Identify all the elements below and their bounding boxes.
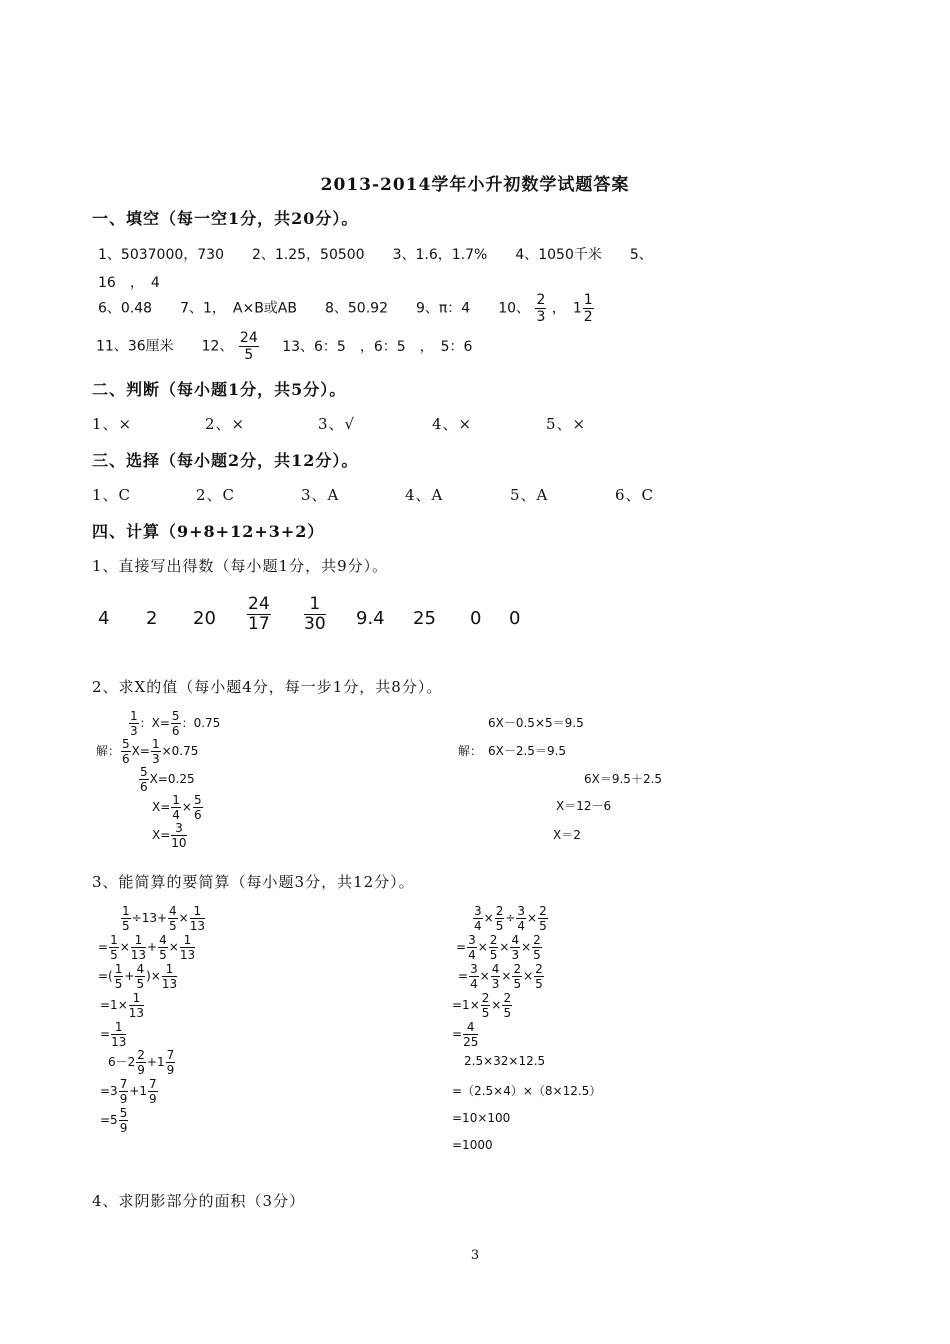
q1-answer-fraction — [303, 596, 327, 633]
judge-answer: 3、√ — [318, 415, 356, 433]
section-4-heading: 四、计算（9+8+12+3+2） — [92, 522, 325, 541]
choice-answer: 3、A — [301, 486, 340, 504]
q1-answer-fraction — [246, 596, 272, 633]
q3-right-line-5: = $\frac{4}{25}$ — [452, 1020, 479, 1049]
page-title: 2013-2014学年小升初数学试题答案 — [320, 175, 630, 195]
q1-answer: 0 — [470, 608, 482, 629]
choice-answer: 6、C — [615, 486, 655, 504]
q3-right-line-2: = $\frac{3}{4}$ × $\frac{2}{5}$ × $\frac{4}{3}$ × $\frac{2}{5}$ — [456, 933, 541, 962]
q3-right-line-1: $\frac{3}{4}$ × $\frac{2}{5}$ ÷ $\frac{3}{4}$ × $\frac{2}{5}$ — [474, 904, 547, 933]
q3-left-line-1: $\frac{1}{5}$ ÷13+ $\frac{4}{5}$ × $\frac{1}{13}$ — [122, 904, 206, 933]
q3-label: 3、能简算的要简算（每小题3分，共12分）。 — [92, 873, 415, 891]
fraction: $\frac{1}{2}$ — [583, 292, 593, 325]
row-3-text-b: ， 1 — [551, 300, 582, 317]
section-2-heading: 二、判断（每小题1分，共5分）。 — [92, 380, 347, 399]
numerator: 1 — [304, 596, 326, 615]
q2-right-line-2: 解： 6X－2.5＝9.5 — [458, 744, 567, 758]
fill-answers-row-4 — [96, 331, 472, 362]
row-3-text-a: 6、0.48 7、1， A×B或AB 8、50.92 9、π：4 10、 — [98, 300, 531, 317]
q3-right-line-4: =1× $\frac{2}{5}$ × $\frac{2}{5}$ — [452, 991, 512, 1020]
q3-right-line-8: =10×100 — [452, 1111, 511, 1125]
q3-right-line-7: =（2.5×4）×（8×12.5） — [452, 1084, 602, 1098]
q1-answer: 25 — [413, 608, 436, 629]
section-3-heading: 三、选择（每小题2分，共12分）。 — [92, 451, 359, 470]
q3-left-line-6: 6－2 $\frac{2}{9}$ +1 $\frac{7}{9}$ — [108, 1048, 175, 1077]
q3-right-line-3: = $\frac{3}{4}$ × $\frac{4}{3}$ × $\frac{2}{5}$ × $\frac{2}{5}$ — [458, 962, 543, 991]
q2-left-line-4: X= $\frac{1}{4}$ × $\frac{5}{6}$ — [152, 793, 202, 822]
choice-answer: 5、A — [510, 486, 549, 504]
choice-answer: 4、A — [405, 486, 444, 504]
row-4-text-b: 13、6：5 ，6：5 ， 5：6 — [282, 338, 473, 355]
judge-answer: 4、× — [432, 415, 473, 433]
q3-right-line-6: 2.5×32×12.5 — [464, 1054, 546, 1068]
row-4-text-a: 11、36厘米 12、 — [96, 338, 234, 355]
fill-answers-row-2: 16 ， 4 — [98, 275, 160, 291]
q2-right-line-5: X＝2 — [553, 828, 581, 842]
q3-left-line-5: = $\frac{1}{13}$ — [100, 1020, 127, 1049]
q1-answer: 9.4 — [356, 608, 385, 629]
fraction: $\frac{24}{5}$ — [239, 330, 258, 363]
q3-left-line-8: =5 $\frac{5}{9}$ — [100, 1106, 128, 1135]
judge-answer: 5、× — [546, 415, 587, 433]
q1-answer: 0 — [509, 608, 521, 629]
q4-label: 4、求阴影部分的面积（3分） — [92, 1192, 306, 1210]
fraction: $\frac{2}{3}$ — [536, 292, 546, 325]
q2-left-line-2: 解： $\frac{5}{6}$ X= $\frac{1}{3}$ ×0.75 — [96, 737, 199, 766]
q2-left-line-3: $\frac{5}{6}$ X=0.25 — [140, 765, 195, 794]
q3-right-line-9: =1000 — [452, 1138, 493, 1152]
fill-answers-row-1: 1、5037000，730 2、1.25，50500 3、1.6，1.7% 4、1050千米 5、 — [98, 247, 653, 263]
numerator: 24 — [248, 594, 270, 614]
q2-right-line-3: 6X＝9.5＋2.5 — [584, 772, 663, 786]
denominator: 17 — [248, 614, 270, 634]
q1-answer: 4 — [98, 608, 110, 629]
q2-left-line-1: $\frac{1}{3}$ ：X= $\frac{5}{6}$ ：0.75 — [130, 709, 221, 738]
q2-right-line-1: 6X－0.5×5＝9.5 — [488, 716, 584, 730]
q3-left-line-7: =3 $\frac{7}{9}$ +1 $\frac{7}{9}$ — [100, 1077, 157, 1106]
q3-left-line-4: =1× $\frac{1}{13}$ — [100, 991, 145, 1020]
q1-answer: 2 — [146, 608, 158, 629]
q2-right-line-4: X＝12－6 — [556, 799, 612, 813]
choice-answer: 2、C — [196, 486, 236, 504]
q1-answer: 20 — [193, 608, 216, 629]
section-1-heading: 一、填空（每一空1分，共20分）。 — [92, 209, 359, 228]
q3-left-line-2: = $\frac{1}{5}$ × $\frac{1}{13}$ + $\frac{4}{5}$ × $\frac{1}{13}$ — [98, 933, 196, 962]
judge-answer: 2、× — [205, 415, 246, 433]
q2-label: 2、求X的值（每小题4分，每一步1分，共8分）。 — [92, 678, 443, 696]
fill-answers-row-3 — [98, 293, 595, 324]
q3-left-line-3: =( $\frac{1}{5}$ + $\frac{4}{5}$ )× $\frac{1}{13}$ — [98, 962, 178, 991]
page-number: 3 — [470, 1248, 480, 1263]
judge-answer: 1、× — [92, 415, 133, 433]
q1-label: 1、直接写出得数（每小题1分，共9分）。 — [92, 557, 389, 575]
q2-left-line-5: X= $\frac{3}{10}$ — [152, 821, 187, 850]
denominator: 30 — [304, 614, 326, 634]
choice-answer: 1、C — [92, 486, 132, 504]
